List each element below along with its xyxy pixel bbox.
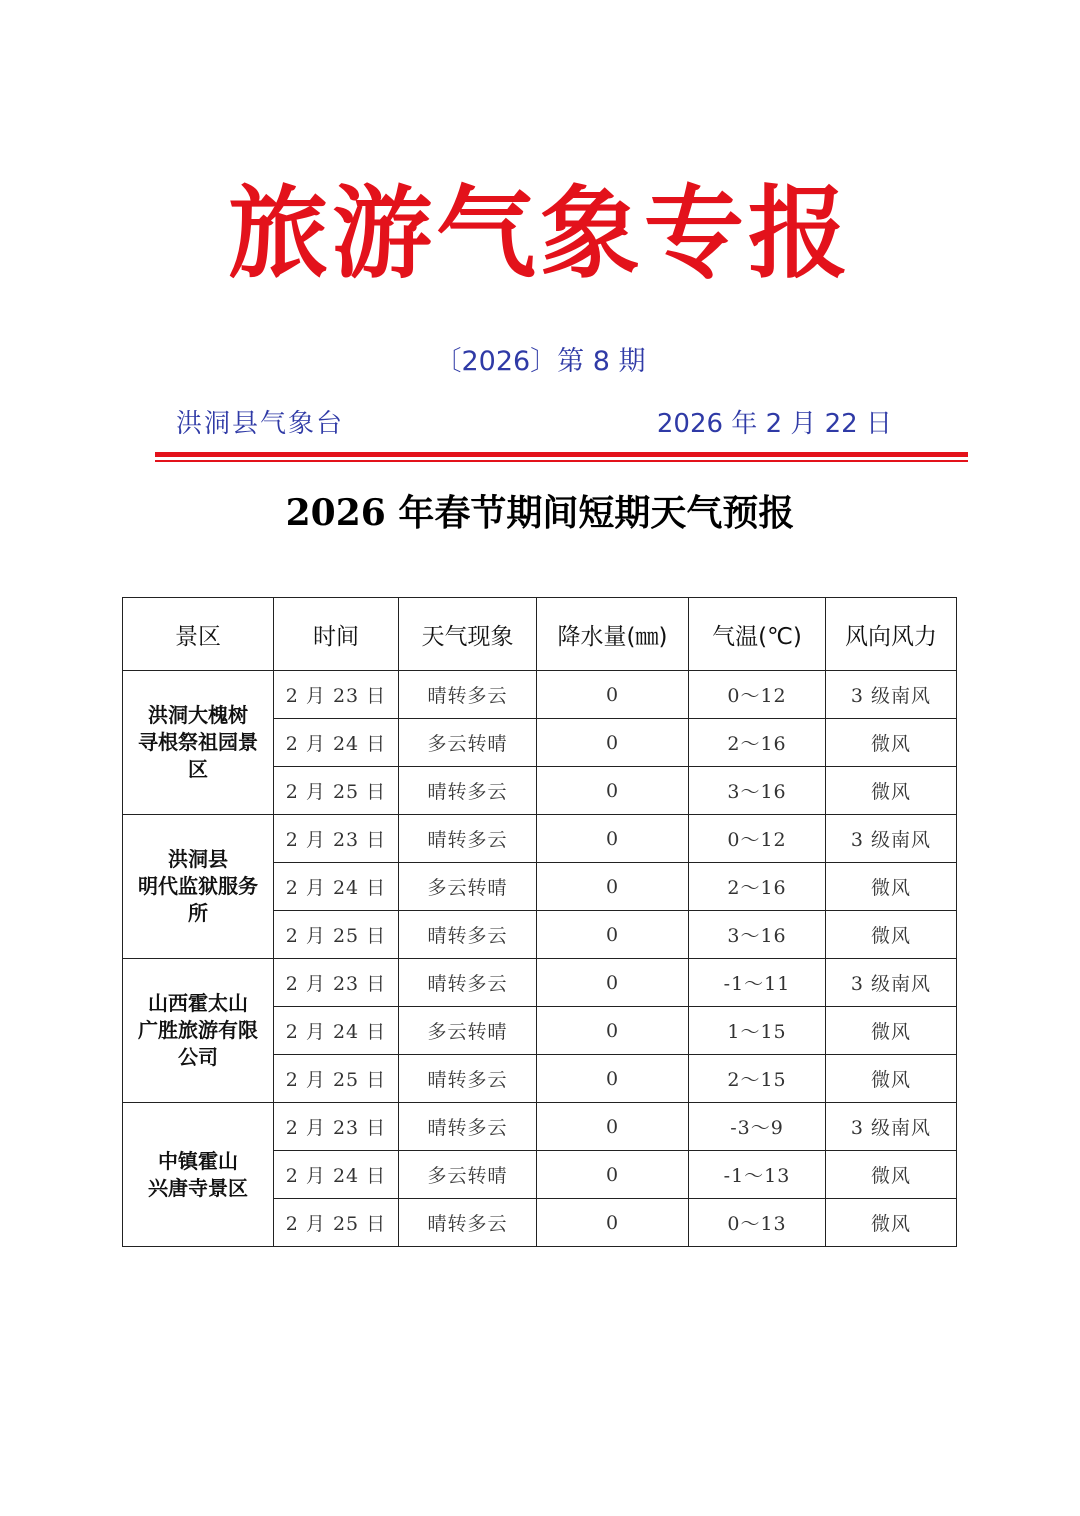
scenic-area-name-line: 中镇霍山 (158, 1148, 238, 1173)
cell-date: 2 月 24 日 (274, 863, 399, 911)
scenic-area-name-line: 公司 (178, 1045, 218, 1069)
scenic-area-name-line: 明代监狱服务 (138, 874, 258, 898)
cell-precipitation: 0 (537, 1055, 689, 1103)
cell-date: 2 月 23 日 (274, 1103, 399, 1151)
cell-precipitation: 0 (537, 863, 689, 911)
cell-wind: 3 级南风 (826, 815, 957, 863)
scenic-area-name-line: 山西霍太山 (148, 991, 248, 1015)
cell-wind: 微风 (826, 1151, 957, 1199)
header-divider (155, 452, 968, 457)
issue-number: 〔2026〕第 8 期 (434, 346, 646, 377)
cell-temperature: 0～12 (689, 815, 826, 863)
cell-weather: 多云转晴 (399, 1007, 537, 1055)
header-scenic-area: 景区 (123, 598, 274, 671)
header-date: 时间 (274, 598, 399, 671)
cell-scenic-area (123, 815, 274, 959)
forecast-table (122, 597, 957, 1247)
forecast-table-body (123, 671, 957, 1247)
cell-temperature: 3～16 (689, 767, 826, 815)
cell-date: 2 月 24 日 (274, 1151, 399, 1199)
cell-scenic-area (123, 1103, 274, 1247)
cell-temperature: -3～9 (689, 1103, 826, 1151)
cell-date: 2 月 25 日 (274, 1055, 399, 1103)
cell-scenic-area (123, 671, 274, 815)
scenic-area-name-line: 区 (188, 757, 208, 781)
cell-temperature: 0～13 (689, 1199, 826, 1247)
cell-weather: 晴转多云 (399, 959, 537, 1007)
cell-precipitation: 0 (537, 719, 689, 767)
cell-weather: 多云转晴 (399, 1151, 537, 1199)
table-row (123, 1103, 957, 1151)
cell-weather: 晴转多云 (399, 1055, 537, 1103)
scenic-area-name-line: 兴唐寺景区 (148, 1175, 248, 1200)
scenic-area-name-line: 洪洞县 (168, 847, 228, 871)
cell-date: 2 月 25 日 (274, 1199, 399, 1247)
header-precipitation: 降水量(㎜) (537, 598, 689, 671)
cell-scenic-area (123, 959, 274, 1103)
cell-temperature: -1～13 (689, 1151, 826, 1199)
table-row (123, 815, 957, 863)
scenic-area-name-line: 所 (188, 901, 208, 925)
cell-precipitation: 0 (537, 959, 689, 1007)
cell-temperature: 2～15 (689, 1055, 826, 1103)
cell-date: 2 月 25 日 (274, 767, 399, 815)
cell-weather: 晴转多云 (399, 815, 537, 863)
cell-wind: 3 级南风 (826, 959, 957, 1007)
cell-precipitation: 0 (537, 1007, 689, 1055)
cell-precipitation: 0 (537, 1103, 689, 1151)
report-title: 2026 年春节期间短期天气预报 (285, 492, 795, 534)
cell-wind: 微风 (826, 1007, 957, 1055)
header-wind: 风向风力 (826, 598, 957, 671)
table-header-row (123, 598, 957, 671)
cell-weather: 晴转多云 (399, 671, 537, 719)
cell-wind: 3 级南风 (826, 671, 957, 719)
cell-wind: 微风 (826, 1199, 957, 1247)
cell-wind: 3 级南风 (826, 1103, 957, 1151)
cell-date: 2 月 23 日 (274, 815, 399, 863)
header-divider-thin (155, 460, 968, 462)
cell-wind: 微风 (826, 767, 957, 815)
cell-temperature: 1～15 (689, 1007, 826, 1055)
cell-date: 2 月 24 日 (274, 1007, 399, 1055)
cell-wind: 微风 (826, 719, 957, 767)
cell-date: 2 月 24 日 (274, 719, 399, 767)
cell-precipitation: 0 (537, 815, 689, 863)
cell-weather: 多云转晴 (399, 719, 537, 767)
publish-date: 2026 年 2 月 22 日 (656, 409, 892, 439)
cell-temperature: 2～16 (689, 863, 826, 911)
cell-weather: 晴转多云 (399, 1103, 537, 1151)
issuer-name: 洪洞县气象台 (176, 409, 345, 439)
cell-temperature: -1～11 (689, 959, 826, 1007)
scenic-area-name-line: 寻根祭祖园景 (138, 730, 258, 754)
cell-precipitation: 0 (537, 1199, 689, 1247)
table-row (123, 671, 957, 719)
cell-wind: 微风 (826, 863, 957, 911)
header-weather: 天气现象 (399, 598, 537, 671)
header-temperature: 气温(℃) (689, 598, 826, 671)
cell-date: 2 月 25 日 (274, 911, 399, 959)
scenic-area-name-line: 广胜旅游有限 (138, 1018, 258, 1042)
cell-wind: 微风 (826, 1055, 957, 1103)
masthead-title: 旅游气象专报 (228, 174, 852, 292)
cell-weather: 晴转多云 (399, 911, 537, 959)
cell-wind: 微风 (826, 911, 957, 959)
scenic-area-name-line: 洪洞大槐树 (148, 703, 248, 727)
cell-weather: 晴转多云 (399, 1199, 537, 1247)
cell-precipitation: 0 (537, 671, 689, 719)
cell-date: 2 月 23 日 (274, 959, 399, 1007)
cell-temperature: 0～12 (689, 671, 826, 719)
cell-precipitation: 0 (537, 1151, 689, 1199)
cell-temperature: 3～16 (689, 911, 826, 959)
cell-date: 2 月 23 日 (274, 671, 399, 719)
cell-weather: 晴转多云 (399, 767, 537, 815)
cell-precipitation: 0 (537, 911, 689, 959)
cell-precipitation: 0 (537, 767, 689, 815)
cell-weather: 多云转晴 (399, 863, 537, 911)
table-row (123, 959, 957, 1007)
cell-temperature: 2～16 (689, 719, 826, 767)
